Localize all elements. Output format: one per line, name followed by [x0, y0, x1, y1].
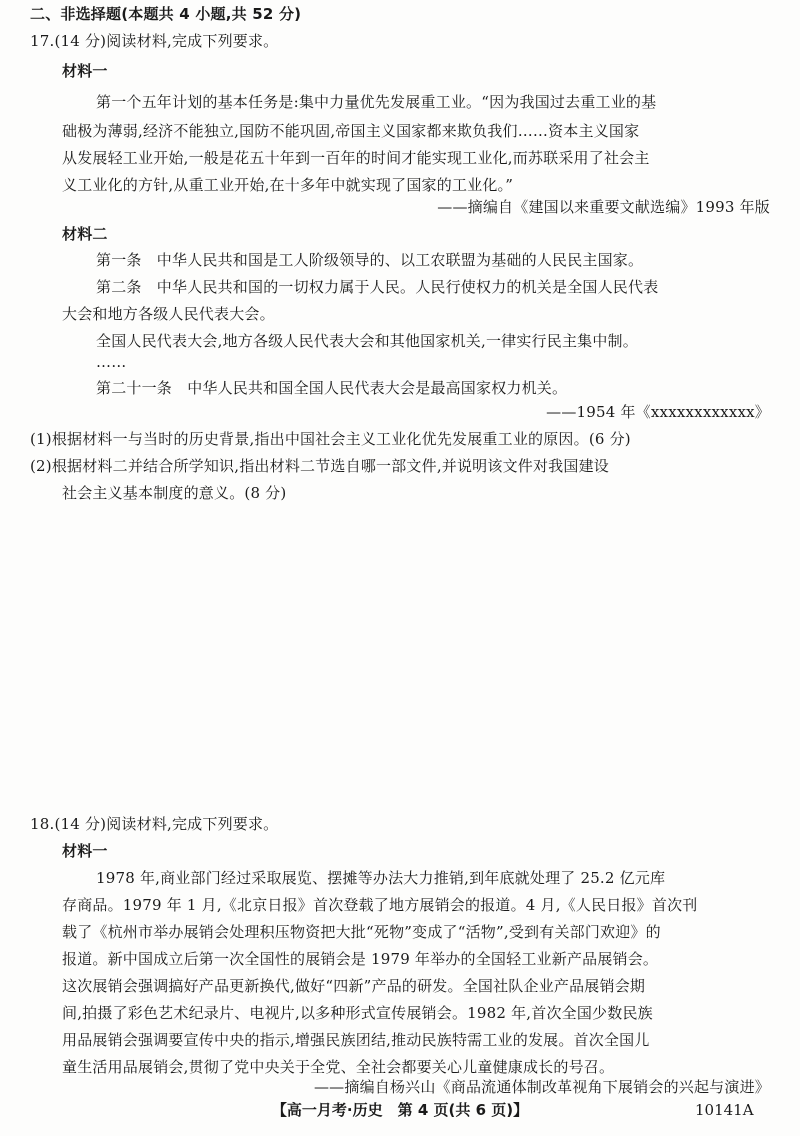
q17-m2-line: 第二条 中华人民共和国的一切权力属于人民。人民行使权力的机关是全国人民代表 — [96, 278, 659, 296]
q17-m2-line: 第一条 中华人民共和国是工人阶级领导的、以工农联盟为基础的人民民主国家。 — [96, 251, 644, 269]
q18-m1-line: 报道。新中国成立后第一次全国性的展销会是 1979 年举办的全国轻工业新产品展销会。 — [62, 950, 659, 968]
q18-m1-line: 用品展销会强调要宣传中央的指示,增强民族团结,推动民族特需工业的发展。首次全国儿 — [62, 1031, 650, 1049]
q18-m1-line: 童生活用品展销会,贯彻了党中央关于全党、全社会都要关心儿童健康成长的号召。 — [62, 1058, 615, 1076]
q18-m1-line: 1978 年,商业部门经过采取展览、摆摊等办法大力推销,到年底就处理了 25.2 亿元库 — [96, 869, 666, 887]
q17-header: 17.(14 分)阅读材料,完成下列要求。 — [30, 32, 279, 50]
q17-m2-line: …… — [96, 353, 127, 371]
q18-m1-source: ——摘编自杨兴山《商品流通体制改革视角下展销会的兴起与演进》 — [313, 1078, 770, 1096]
page-footer: 【高一月考·历史 第 4 页(共 6 页)】 — [271, 1101, 529, 1119]
q17-m1-line: 义工业化的方针,从重工业开始,在十多年中就实现了国家的工业化。” — [62, 176, 514, 194]
q17-question-1: (1)根据材料一与当时的历史背景,指出中国社会主义工业化优先发展重工业的原因。(6 分) — [30, 430, 631, 448]
q17-question-2-cont: 社会主义基本制度的意义。(8 分) — [62, 484, 287, 502]
q18-m1-line: 这次展销会强调搞好产品更新换代,做好“四新”产品的研发。全国社队企业产品展销会期 — [62, 977, 646, 995]
exam-code: 10141A — [695, 1101, 754, 1119]
q17-material1-label: 材料一 — [62, 62, 108, 80]
q17-m2-source: ——1954 年《xxxxxxxxxxxx》 — [546, 403, 770, 421]
q17-m2-line: 全国人民代表大会,地方各级人民代表大会和其他国家机关,一律实行民主集中制。 — [96, 332, 638, 350]
q17-m2-line: 第二十一条 中华人民共和国全国人民代表大会是最高国家权力机关。 — [96, 379, 568, 397]
q17-m1-line: 从发展轻工业开始,一般是花五十年到一百年的时间才能实现工业化,而苏联采用了社会主 — [62, 149, 650, 167]
q18-header: 18.(14 分)阅读材料,完成下列要求。 — [30, 815, 279, 833]
q17-m2-line: 大会和地方各级人民代表大会。 — [62, 305, 275, 323]
q17-m1-line: 第一个五年计划的基本任务是:集中力量优先发展重工业。“因为我国过去重工业的基 — [96, 93, 657, 111]
q17-material2-label: 材料二 — [62, 225, 108, 243]
section-title: 二、非选择题(本题共 4 小题,共 52 分) — [30, 5, 302, 23]
q17-m1-source: ——摘编自《建国以来重要文献选编》1993 年版 — [437, 198, 770, 216]
q18-m1-line: 间,拍摄了彩色艺术纪录片、电视片,以多种形式宣传展销会。1982 年,首次全国少数民族 — [62, 1004, 653, 1022]
q17-question-2: (2)根据材料二并结合所学知识,指出材料二节选自哪一部文件,并说明该文件对我国建设 — [30, 457, 609, 475]
q18-m1-line: 存商品。1979 年 1 月,《北京日报》首次登载了地方展销会的报道。4 月,《人民日报》首次刊 — [62, 896, 698, 914]
q18-m1-line: 载了《杭州市举办展销会处理积压物资把大批“死物”变成了“活物”,受到有关部门欢迎》的 — [62, 923, 661, 941]
q17-m1-line: 础极为薄弱,经济不能独立,国防不能巩固,帝国主义国家都来欺负我们……资本主义国家 — [62, 122, 640, 140]
q18-material1-label: 材料一 — [62, 842, 108, 860]
